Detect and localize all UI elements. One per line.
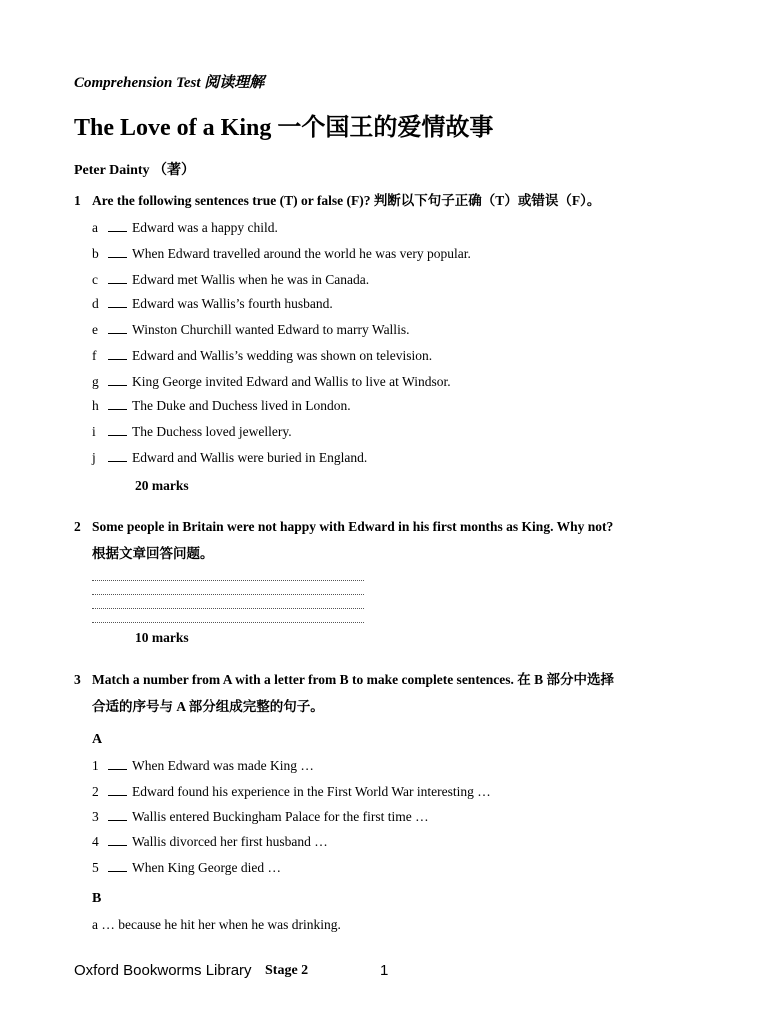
item-text: Edward and Wallis’s wedding was shown on television. xyxy=(132,348,433,363)
question-3-number: 3 xyxy=(74,672,81,687)
item-label: f xyxy=(92,348,97,363)
answer-blank[interactable] xyxy=(108,271,127,284)
answer-blank[interactable] xyxy=(108,219,127,232)
item-label: 1 xyxy=(92,758,99,773)
item-label: b xyxy=(92,246,99,261)
item-label: h xyxy=(92,398,99,413)
item-text: Edward met Wallis when he was in Canada. xyxy=(132,272,370,287)
tf-item-h xyxy=(92,397,351,414)
item-text: Edward was a happy child. xyxy=(132,220,278,235)
item-text: Edward found his experience in the First World War interesting … xyxy=(132,784,491,799)
item-label: 5 xyxy=(92,860,99,875)
question-3-text-cn: 合适的序号与 A 部分组成完整的句子。 xyxy=(92,699,324,714)
item-label: i xyxy=(92,424,96,439)
item-text: Edward and Wallis were buried in England. xyxy=(132,450,368,465)
section-a-label: A xyxy=(92,732,103,747)
item-text: King George invited Edward and Wallis to live at Windsor. xyxy=(132,374,451,389)
question-2-text: Some people in Britain were not happy with Edward in his first months as King. Why not? xyxy=(92,519,614,534)
item-label: g xyxy=(92,374,99,389)
answer-blank[interactable] xyxy=(108,295,127,308)
answer-blank[interactable] xyxy=(108,245,127,258)
answer-line[interactable] xyxy=(92,580,364,581)
section-b-label: B xyxy=(92,891,102,906)
item-text: When Edward travelled around the world he was very popular. xyxy=(132,246,471,261)
tf-item-j xyxy=(92,449,367,466)
answer-blank[interactable] xyxy=(108,347,127,360)
answer-blank[interactable] xyxy=(108,321,127,334)
footer-library: Oxford Bookworms Library xyxy=(74,962,252,979)
page-number: 1 xyxy=(380,962,389,979)
item-label: 4 xyxy=(92,834,99,849)
answer-blank[interactable] xyxy=(108,423,127,436)
tf-item-f xyxy=(92,347,432,364)
item-text: Wallis entered Buckingham Palace for the first time … xyxy=(132,809,429,824)
question-2-number: 2 xyxy=(74,519,81,534)
item-label: c xyxy=(92,272,98,287)
item-text: … because he hit her when he was drinking. xyxy=(101,917,341,932)
tf-item-a xyxy=(92,219,278,236)
question-2-text-cn: 根据文章回答问题。 xyxy=(92,546,214,561)
answer-blank[interactable] xyxy=(108,833,127,846)
question-3-text: Match a number from A with a letter from B to make complete sentences. 在 B 部分中选择 xyxy=(92,672,615,687)
answer-blank[interactable] xyxy=(108,397,127,410)
tf-item-i xyxy=(92,423,292,440)
match-item-3 xyxy=(92,808,429,825)
item-label: e xyxy=(92,322,98,337)
author-line: Peter Dainty （著） xyxy=(74,163,196,178)
answer-line[interactable] xyxy=(92,622,364,623)
answer-line[interactable] xyxy=(92,608,364,609)
answer-line[interactable] xyxy=(92,594,364,595)
item-text: The Duchess loved jewellery. xyxy=(132,424,292,439)
page-title: The Love of a King 一个国王的爱情故事 xyxy=(74,115,494,141)
footer-stage: Stage 2 xyxy=(265,963,309,978)
question-2-marks: 10 marks xyxy=(135,630,189,645)
tf-item-c xyxy=(92,271,369,288)
item-label: 2 xyxy=(92,784,99,799)
item-text: When King George died … xyxy=(132,860,281,875)
tf-item-e xyxy=(92,321,409,338)
match-item-4 xyxy=(92,833,328,850)
test-subtitle: Comprehension Test 阅读理解 xyxy=(74,75,265,91)
item-text: When Edward was made King … xyxy=(132,758,314,773)
match-item-1 xyxy=(92,757,314,774)
item-text: Edward was Wallis’s fourth husband. xyxy=(132,296,333,311)
tf-item-d xyxy=(92,295,333,312)
match-item-5 xyxy=(92,859,281,876)
answer-blank[interactable] xyxy=(108,783,127,796)
item-text: Wallis divorced her first husband … xyxy=(132,834,328,849)
question-1-text: Are the following sentences true (T) or false (F)? 判断以下句子正确（T）或错误（F）。 xyxy=(92,193,601,208)
item-label: a xyxy=(92,917,98,932)
answer-blank[interactable] xyxy=(108,757,127,770)
item-label: j xyxy=(92,450,96,465)
answer-blank[interactable] xyxy=(108,373,127,386)
item-label: d xyxy=(92,296,99,311)
tf-item-g xyxy=(92,373,451,390)
question-1-number: 1 xyxy=(74,193,81,208)
item-text: Winston Churchill wanted Edward to marry Wallis. xyxy=(132,322,410,337)
item-label: 3 xyxy=(92,809,99,824)
item-text: The Duke and Duchess lived in London. xyxy=(132,398,351,413)
answer-blank[interactable] xyxy=(108,859,127,872)
answer-blank[interactable] xyxy=(108,449,127,462)
match-item-2 xyxy=(92,783,491,800)
item-label: a xyxy=(92,220,98,235)
question-1-marks: 20 marks xyxy=(135,478,189,493)
match-option-a xyxy=(92,917,341,933)
tf-item-b xyxy=(92,245,471,262)
answer-blank[interactable] xyxy=(108,808,127,821)
